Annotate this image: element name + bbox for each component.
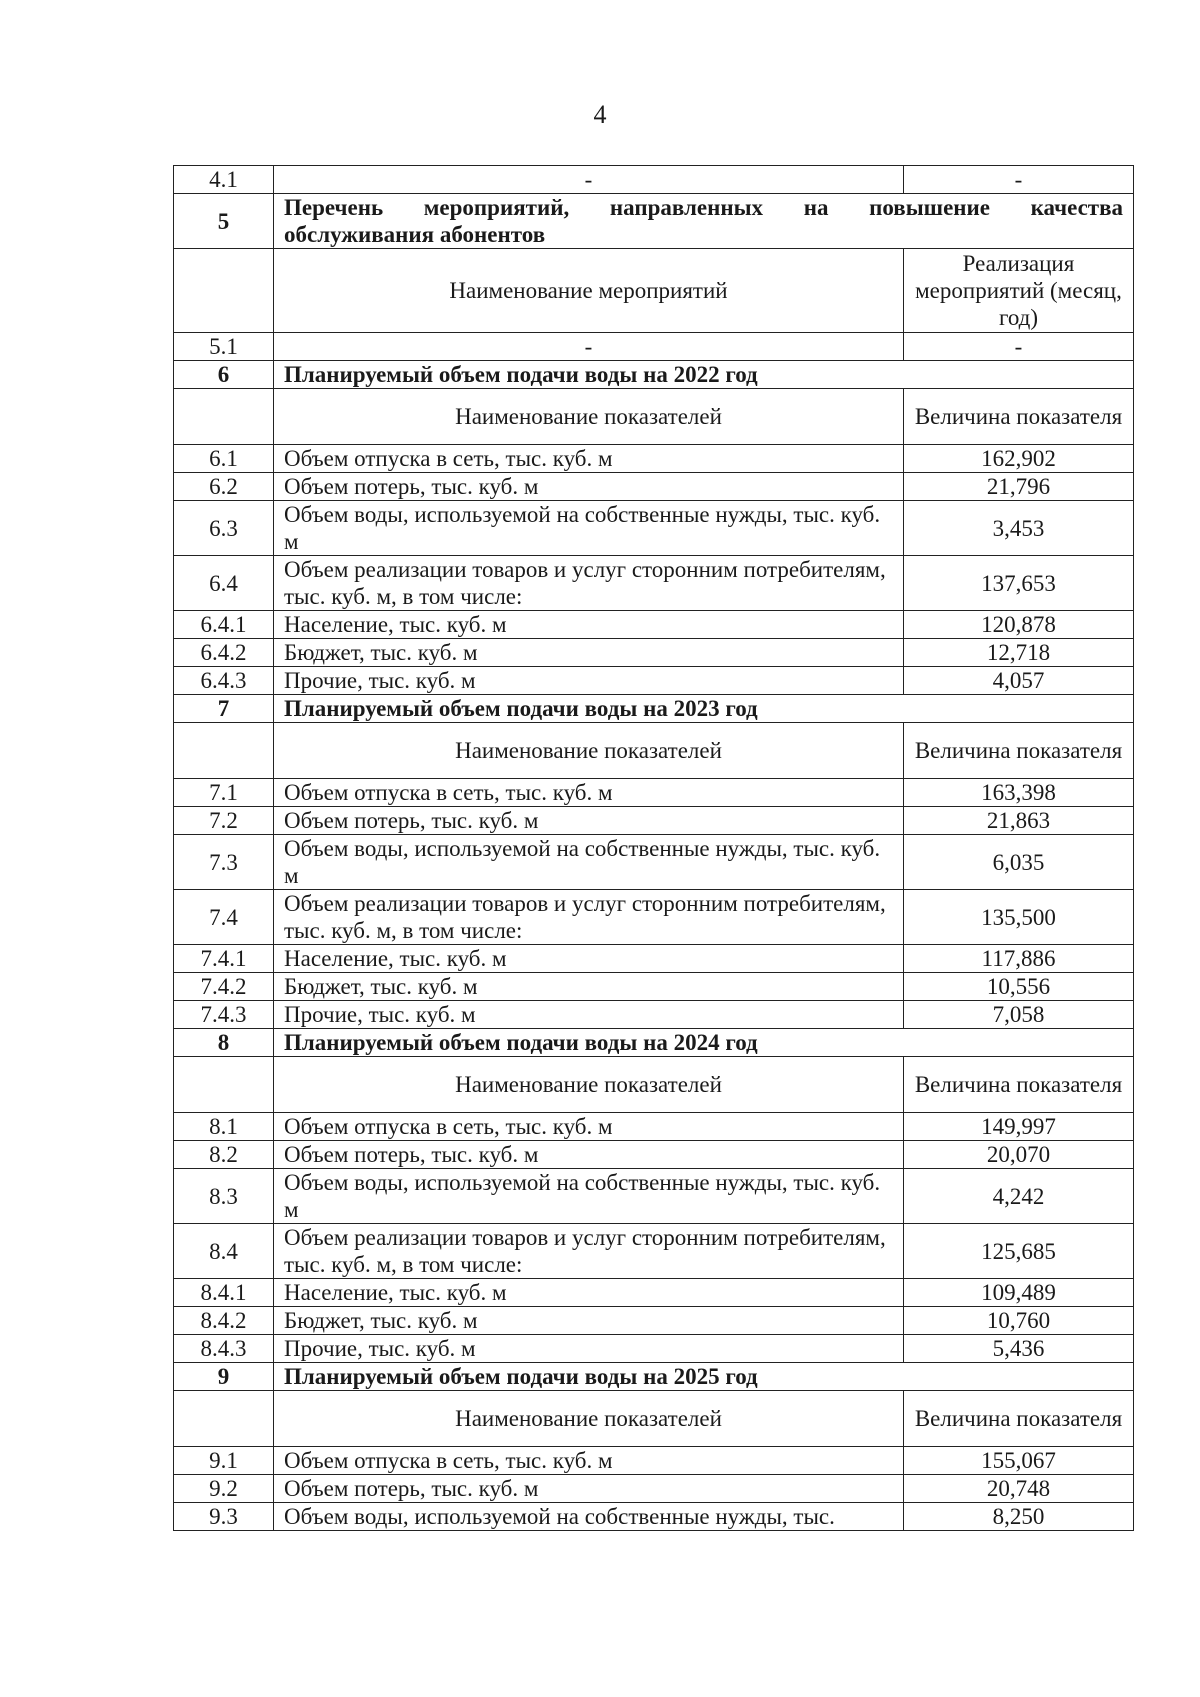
header-value: Величина показателя bbox=[904, 1057, 1134, 1113]
row-number: 7.4.1 bbox=[174, 945, 274, 973]
row-name: Объем отпуска в сеть, тыс. куб. м bbox=[274, 445, 904, 473]
row-name: - bbox=[274, 166, 904, 194]
section-row bbox=[174, 361, 1134, 389]
header-name: Наименование показателей bbox=[274, 723, 904, 779]
row-number: 9.2 bbox=[174, 1475, 274, 1503]
row-number: 5.1 bbox=[174, 333, 274, 361]
row-name: - bbox=[274, 333, 904, 361]
row-name: Объем реализации товаров и услуг сторонним потребителям, тыс. куб. м, в том числе: bbox=[274, 890, 904, 945]
table-row bbox=[174, 1279, 1134, 1307]
row-number: 8.4 bbox=[174, 1224, 274, 1279]
header-value: Реализация мероприятий (месяц, год) bbox=[904, 249, 1134, 333]
table-header-row bbox=[174, 1391, 1134, 1447]
row-name: Объем воды, используемой на собственные нужды, тыс. bbox=[274, 1503, 904, 1531]
row-name: Объем отпуска в сеть, тыс. куб. м bbox=[274, 779, 904, 807]
table-row bbox=[174, 1169, 1134, 1224]
row-value: 21,863 bbox=[904, 807, 1134, 835]
row-value: 155,067 bbox=[904, 1447, 1134, 1475]
row-number: 7.4.3 bbox=[174, 1001, 274, 1029]
table-row bbox=[174, 1475, 1134, 1503]
row-value: 20,070 bbox=[904, 1141, 1134, 1169]
row-number: 6.4.3 bbox=[174, 667, 274, 695]
header-number-cell bbox=[174, 1057, 274, 1113]
table-row bbox=[174, 779, 1134, 807]
row-value: 163,398 bbox=[904, 779, 1134, 807]
section-title-line: обслуживания абонентов bbox=[284, 222, 546, 247]
row-value: 10,556 bbox=[904, 973, 1134, 1001]
header-name: Наименование мероприятий bbox=[274, 249, 904, 333]
row-name: Объем воды, используемой на собственные нужды, тыс. куб. м bbox=[274, 835, 904, 890]
section-title: Планируемый объем подачи воды на 2023 год bbox=[274, 695, 1134, 723]
water-supply-table bbox=[173, 165, 1134, 1531]
row-number: 8.3 bbox=[174, 1169, 274, 1224]
header-number-cell bbox=[174, 249, 274, 333]
table-row bbox=[174, 1141, 1134, 1169]
row-number: 6.2 bbox=[174, 473, 274, 501]
header-number-cell bbox=[174, 389, 274, 445]
row-name: Объем потерь, тыс. куб. м bbox=[274, 807, 904, 835]
row-number: 9.1 bbox=[174, 1447, 274, 1475]
table-row bbox=[174, 835, 1134, 890]
row-number: 7.2 bbox=[174, 807, 274, 835]
table-row bbox=[174, 1001, 1134, 1029]
page-number: 4 bbox=[593, 100, 607, 129]
row-name: Прочие, тыс. куб. м bbox=[274, 1335, 904, 1363]
section-title bbox=[274, 194, 1134, 249]
table-row bbox=[174, 1335, 1134, 1363]
table-row bbox=[174, 639, 1134, 667]
header-value: Величина показателя bbox=[904, 389, 1134, 445]
header-name: Наименование показателей bbox=[274, 1391, 904, 1447]
row-value: 109,489 bbox=[904, 1279, 1134, 1307]
row-name: Объем потерь, тыс. куб. м bbox=[274, 1141, 904, 1169]
row-number: 6.4 bbox=[174, 556, 274, 611]
table-row bbox=[174, 807, 1134, 835]
header-name: Наименование показателей bbox=[274, 1057, 904, 1113]
row-number: 8.4.3 bbox=[174, 1335, 274, 1363]
table-row bbox=[174, 445, 1134, 473]
row-value: 21,796 bbox=[904, 473, 1134, 501]
section-title-line: Перечень мероприятий, направленных на повышение качества bbox=[284, 195, 1123, 220]
row-number: 6.1 bbox=[174, 445, 274, 473]
row-number: 7.4 bbox=[174, 890, 274, 945]
row-name: Объем реализации товаров и услуг сторонним потребителям, тыс. куб. м, в том числе: bbox=[274, 1224, 904, 1279]
section-row bbox=[174, 1029, 1134, 1057]
row-value: 7,058 bbox=[904, 1001, 1134, 1029]
table-row bbox=[174, 501, 1134, 556]
row-value: 5,436 bbox=[904, 1335, 1134, 1363]
table-header-row bbox=[174, 1057, 1134, 1113]
row-value: 125,685 bbox=[904, 1224, 1134, 1279]
section-row bbox=[174, 194, 1134, 249]
header-value: Величина показателя bbox=[904, 723, 1134, 779]
row-number: 7.4.2 bbox=[174, 973, 274, 1001]
row-name: Объем воды, используемой на собственные нужды, тыс. куб. м bbox=[274, 501, 904, 556]
header-name: Наименование показателей bbox=[274, 389, 904, 445]
section-number: 8 bbox=[174, 1029, 274, 1057]
row-name: Объем потерь, тыс. куб. м bbox=[274, 1475, 904, 1503]
section-number: 6 bbox=[174, 361, 274, 389]
table-row bbox=[174, 1503, 1134, 1531]
row-name: Бюджет, тыс. куб. м bbox=[274, 973, 904, 1001]
table-row bbox=[174, 611, 1134, 639]
table-row bbox=[174, 1447, 1134, 1475]
table-row bbox=[174, 945, 1134, 973]
row-name: Бюджет, тыс. куб. м bbox=[274, 1307, 904, 1335]
row-value: 20,748 bbox=[904, 1475, 1134, 1503]
row-number: 8.1 bbox=[174, 1113, 274, 1141]
row-number: 8.4.1 bbox=[174, 1279, 274, 1307]
row-value: 3,453 bbox=[904, 501, 1134, 556]
row-name: Прочие, тыс. куб. м bbox=[274, 1001, 904, 1029]
row-number: 4.1 bbox=[174, 166, 274, 194]
table-row bbox=[174, 166, 1134, 194]
row-value: 149,997 bbox=[904, 1113, 1134, 1141]
table-row bbox=[174, 1113, 1134, 1141]
row-name: Население, тыс. куб. м bbox=[274, 611, 904, 639]
table-row bbox=[174, 556, 1134, 611]
row-value: 4,057 bbox=[904, 667, 1134, 695]
section-number: 7 bbox=[174, 695, 274, 723]
row-name: Прочие, тыс. куб. м bbox=[274, 667, 904, 695]
table-row bbox=[174, 890, 1134, 945]
row-value: - bbox=[904, 333, 1134, 361]
row-number: 7.1 bbox=[174, 779, 274, 807]
row-number: 6.4.2 bbox=[174, 639, 274, 667]
table-row bbox=[174, 1307, 1134, 1335]
row-name: Объем реализации товаров и услуг сторонним потребителям, тыс. куб. м, в том числе: bbox=[274, 556, 904, 611]
row-number: 9.3 bbox=[174, 1503, 274, 1531]
table-row bbox=[174, 667, 1134, 695]
row-value: 135,500 bbox=[904, 890, 1134, 945]
table-header-row bbox=[174, 389, 1134, 445]
header-number-cell bbox=[174, 723, 274, 779]
row-number: 6.3 bbox=[174, 501, 274, 556]
table-row bbox=[174, 333, 1134, 361]
row-value: 120,878 bbox=[904, 611, 1134, 639]
table-header-row bbox=[174, 723, 1134, 779]
table-header-row bbox=[174, 249, 1134, 333]
row-value: 137,653 bbox=[904, 556, 1134, 611]
row-value: 4,242 bbox=[904, 1169, 1134, 1224]
row-name: Объем отпуска в сеть, тыс. куб. м bbox=[274, 1113, 904, 1141]
table-row bbox=[174, 973, 1134, 1001]
row-name: Население, тыс. куб. м bbox=[274, 945, 904, 973]
row-value: 6,035 bbox=[904, 835, 1134, 890]
table-row bbox=[174, 1224, 1134, 1279]
row-number: 6.4.1 bbox=[174, 611, 274, 639]
row-number: 7.3 bbox=[174, 835, 274, 890]
section-row bbox=[174, 1363, 1134, 1391]
row-number: 8.2 bbox=[174, 1141, 274, 1169]
header-value: Величина показателя bbox=[904, 1391, 1134, 1447]
row-value: 12,718 bbox=[904, 639, 1134, 667]
header-number-cell bbox=[174, 1391, 274, 1447]
row-name: Объем воды, используемой на собственные нужды, тыс. куб. м bbox=[274, 1169, 904, 1224]
row-name: Объем отпуска в сеть, тыс. куб. м bbox=[274, 1447, 904, 1475]
row-value: 117,886 bbox=[904, 945, 1134, 973]
row-name: Бюджет, тыс. куб. м bbox=[274, 639, 904, 667]
row-name: Объем потерь, тыс. куб. м bbox=[274, 473, 904, 501]
section-number: 9 bbox=[174, 1363, 274, 1391]
section-number: 5 bbox=[174, 194, 274, 249]
row-value: 10,760 bbox=[904, 1307, 1134, 1335]
row-name: Население, тыс. куб. м bbox=[274, 1279, 904, 1307]
row-number: 8.4.2 bbox=[174, 1307, 274, 1335]
section-row bbox=[174, 695, 1134, 723]
row-value: 8,250 bbox=[904, 1503, 1134, 1531]
row-value: - bbox=[904, 166, 1134, 194]
section-title: Планируемый объем подачи воды на 2025 год bbox=[274, 1363, 1134, 1391]
section-title: Планируемый объем подачи воды на 2024 год bbox=[274, 1029, 1134, 1057]
table-row bbox=[174, 473, 1134, 501]
section-title: Планируемый объем подачи воды на 2022 год bbox=[274, 361, 1134, 389]
row-value: 162,902 bbox=[904, 445, 1134, 473]
